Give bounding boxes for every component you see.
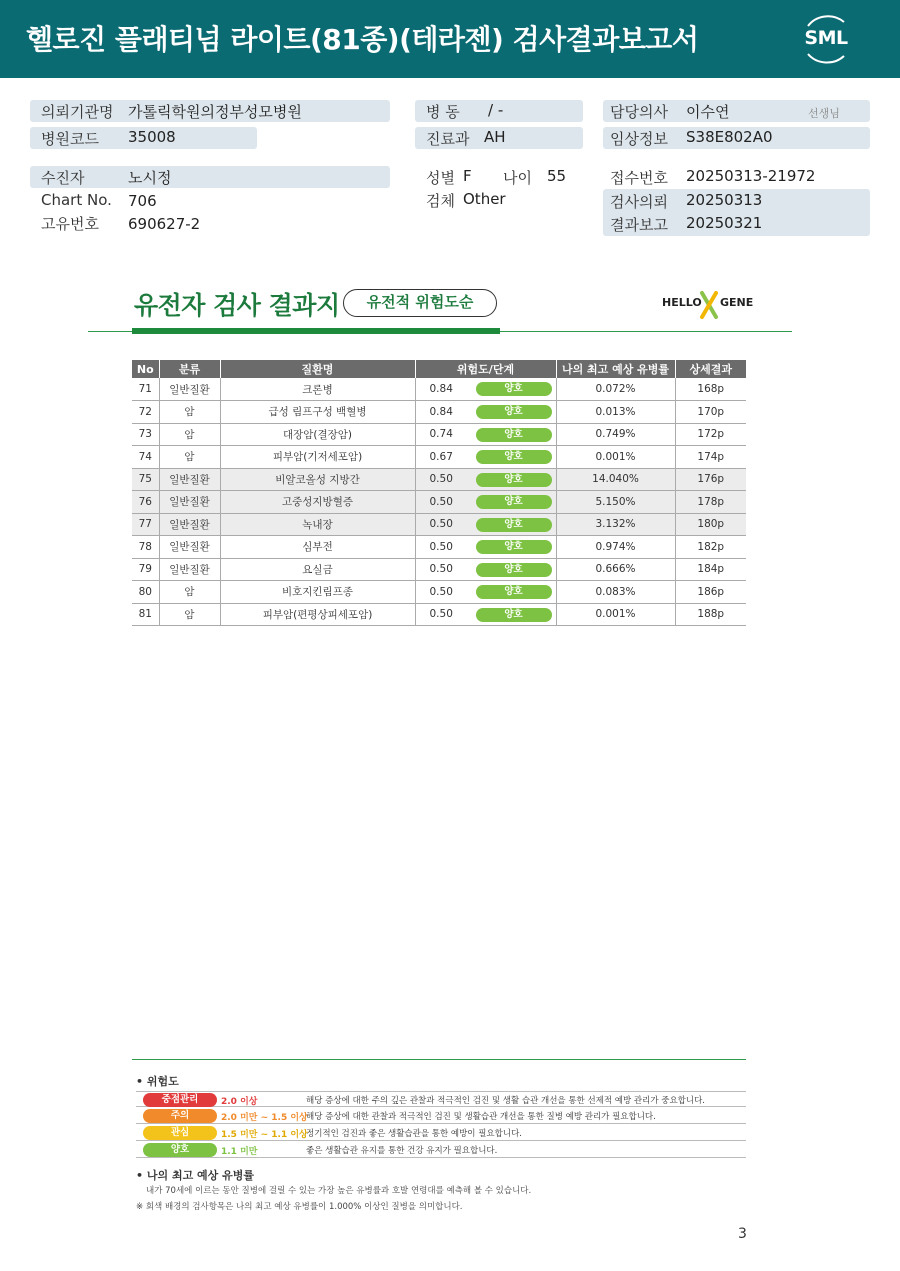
- page-number: 3: [738, 1226, 747, 1242]
- cell-disease: 피부암(편평상피세포암): [220, 603, 415, 626]
- risk-value: 0.50: [429, 608, 453, 621]
- cell-disease: 비호지킨림프종: [220, 581, 415, 604]
- sml-logo-text: SML: [804, 27, 848, 49]
- legend-range: 1.5 미만 ~ 1.1 이상: [221, 1130, 308, 1140]
- sort-badge: 유전적 위험도순: [343, 289, 497, 317]
- cell-detail: 184p: [675, 558, 746, 581]
- cell-detail: 182p: [675, 536, 746, 559]
- patient-value: 노시정: [128, 169, 172, 187]
- prevalence-legend-title: • 나의 최고 예상 유병률: [136, 1169, 254, 1182]
- doctor-suffix: 선생님: [808, 107, 840, 120]
- grade-badge: 양호: [476, 382, 552, 396]
- cell-category: 일반질환: [159, 468, 220, 491]
- cell-prevalence: 5.150%: [556, 491, 675, 514]
- id-value: 690627-2: [128, 215, 201, 233]
- section-divider-accent: [132, 328, 500, 334]
- cell-risk: [415, 513, 556, 536]
- section-title: 유전자 검사 결과지: [134, 291, 340, 320]
- cell-risk: [415, 446, 556, 469]
- org-label: 의뢰기관명: [41, 103, 114, 121]
- cell-risk: [415, 491, 556, 514]
- cell-risk: [415, 378, 556, 401]
- cell-category: 일반질환: [159, 513, 220, 536]
- cell-prevalence: 0.072%: [556, 378, 675, 401]
- dept-label: 진료과: [426, 130, 470, 148]
- legend-range: 2.0 미만 ~ 1.5 이상: [221, 1113, 308, 1123]
- cell-risk: [415, 603, 556, 626]
- age-label: 나이: [503, 169, 532, 187]
- hello-gene-logo-left: HELLO: [662, 296, 702, 309]
- legend-chip: 관심: [143, 1126, 217, 1140]
- cell-disease: 고중성지방혈증: [220, 491, 415, 514]
- table-row: [132, 378, 746, 401]
- report-header: [0, 0, 900, 78]
- table-row: [132, 423, 746, 446]
- cell-no: 71: [132, 378, 159, 401]
- header-category: 분류: [159, 360, 220, 378]
- cell-detail: 180p: [675, 513, 746, 536]
- risk-value: 0.50: [429, 473, 453, 486]
- cell-no: 78: [132, 536, 159, 559]
- grade-badge: 양호: [476, 428, 552, 442]
- report-label: 결과보고: [610, 216, 668, 234]
- hello-gene-logo: [662, 290, 762, 320]
- cell-disease: 피부암(기저세포암): [220, 446, 415, 469]
- cell-no: 76: [132, 491, 159, 514]
- grade-badge: 양호: [476, 473, 552, 487]
- cell-disease: 급성 림프구성 백혈병: [220, 401, 415, 424]
- specimen-label: 검체: [426, 192, 455, 210]
- cell-disease: 녹내장: [220, 513, 415, 536]
- cell-detail: 168p: [675, 378, 746, 401]
- cell-no: 73: [132, 423, 159, 446]
- cell-category: 암: [159, 423, 220, 446]
- legend-desc: 좋은 생활습관 유지를 통한 건강 유지가 필요합니다.: [306, 1146, 498, 1156]
- dept-value: AH: [484, 128, 506, 146]
- cell-detail: 186p: [675, 581, 746, 604]
- results-table: [132, 360, 746, 626]
- grade-badge: 양호: [476, 585, 552, 599]
- cell-risk: [415, 558, 556, 581]
- grade-badge: 양호: [476, 608, 552, 622]
- risk-value: 0.50: [429, 585, 453, 598]
- table-row: [132, 491, 746, 514]
- sml-logo: [798, 12, 854, 66]
- legend-row: [136, 1108, 746, 1124]
- cell-detail: 178p: [675, 491, 746, 514]
- report-value: 20250321: [686, 214, 763, 232]
- risk-legend-title: • 위험도: [136, 1075, 179, 1088]
- cell-category: 암: [159, 603, 220, 626]
- table-row: [132, 603, 746, 626]
- table-header-row: [132, 360, 746, 378]
- table-row: [132, 536, 746, 559]
- table-row: [132, 446, 746, 469]
- cell-detail: 188p: [675, 603, 746, 626]
- grade-badge: 양호: [476, 450, 552, 464]
- code-label: 병원코드: [41, 130, 99, 148]
- sex-value: F: [463, 167, 472, 185]
- doctor-label: 담당의사: [610, 103, 668, 121]
- sex-label: 성별: [426, 169, 455, 187]
- cell-no: 77: [132, 513, 159, 536]
- chart-label: Chart No.: [41, 191, 112, 209]
- chromosome-icon: [698, 290, 720, 320]
- cell-category: 일반질환: [159, 378, 220, 401]
- cell-prevalence: 0.974%: [556, 536, 675, 559]
- shading-note: ※ 회색 배경의 검사항목은 나의 최고 예상 유병률이 1.000% 이상인 질병을 의미합니다.: [136, 1202, 463, 1212]
- legend-range: 2.0 이상: [221, 1097, 258, 1107]
- specimen-value: Other: [463, 190, 506, 208]
- ward-value: / -: [488, 101, 504, 119]
- table-row: [132, 581, 746, 604]
- clinical-value: S38E802A0: [686, 128, 773, 146]
- cell-category: 일반질환: [159, 536, 220, 559]
- cell-risk: [415, 536, 556, 559]
- request-label: 검사의뢰: [610, 193, 668, 211]
- cell-disease: 대장암(결장암): [220, 423, 415, 446]
- clinical-label: 임상정보: [610, 130, 668, 148]
- legend-desc: 해당 증상에 대한 관찰과 적극적인 검진 및 생활습관 개선을 통한 질병 예방 관리가 필요합니다.: [306, 1112, 656, 1122]
- risk-value: 0.50: [429, 563, 453, 576]
- risk-value: 0.50: [429, 495, 453, 508]
- cell-risk: [415, 468, 556, 491]
- cell-category: 일반질환: [159, 558, 220, 581]
- risk-value: 0.84: [429, 405, 453, 418]
- cell-prevalence: 3.132%: [556, 513, 675, 536]
- grade-badge: 양호: [476, 518, 552, 532]
- grade-badge: 양호: [476, 540, 552, 554]
- cell-disease: 심부전: [220, 536, 415, 559]
- cell-category: 일반질환: [159, 491, 220, 514]
- cell-category: 암: [159, 446, 220, 469]
- cell-no: 72: [132, 401, 159, 424]
- cell-prevalence: 0.001%: [556, 446, 675, 469]
- cell-detail: 170p: [675, 401, 746, 424]
- receipt-value: 20250313-21972: [686, 167, 816, 185]
- grade-badge: 양호: [476, 495, 552, 509]
- risk-value: 0.50: [429, 540, 453, 553]
- cell-prevalence: 0.749%: [556, 423, 675, 446]
- cell-category: 암: [159, 581, 220, 604]
- table-row: [132, 558, 746, 581]
- cell-prevalence: 0.013%: [556, 401, 675, 424]
- legend-chip: 주의: [143, 1109, 217, 1123]
- age-value: 55: [547, 167, 567, 185]
- cell-prevalence: 14.040%: [556, 468, 675, 491]
- table-row: [132, 401, 746, 424]
- report-title: 헬로진 플래티넘 라이트(81종)(테라젠) 검사결과보고서: [26, 23, 699, 56]
- legend-chip: 양호: [143, 1143, 217, 1157]
- cell-detail: 172p: [675, 423, 746, 446]
- cell-no: 81: [132, 603, 159, 626]
- cell-prevalence: 0.083%: [556, 581, 675, 604]
- prevalence-legend-desc: 내가 70세에 이르는 동안 질병에 걸릴 수 있는 가장 높은 유병률과 호발 연령대를 예측해 볼 수 있습니다.: [146, 1186, 532, 1196]
- risk-value: 0.67: [429, 450, 453, 463]
- hello-gene-logo-right: GENE: [720, 296, 754, 309]
- request-value: 20250313: [686, 191, 763, 209]
- doctor-value: 이수연: [686, 103, 730, 121]
- cell-risk: [415, 581, 556, 604]
- cell-category: 암: [159, 401, 220, 424]
- cell-prevalence: 0.666%: [556, 558, 675, 581]
- cell-detail: 174p: [675, 446, 746, 469]
- cell-disease: 요실금: [220, 558, 415, 581]
- legend-desc: 해당 증상에 대한 주의 깊은 관찰과 적극적인 검진 및 생활 습관 개선을 통한 선제적 예방 관리가 중요합니다.: [306, 1096, 706, 1106]
- risk-value: 0.84: [429, 383, 453, 395]
- header-prevalence: 나의 최고 예상 유병률: [556, 360, 675, 378]
- grade-badge: 양호: [476, 563, 552, 577]
- legend-row: [136, 1091, 746, 1107]
- cell-no: 80: [132, 581, 159, 604]
- cell-risk: [415, 423, 556, 446]
- cell-risk: [415, 401, 556, 424]
- legend-row: [136, 1125, 746, 1141]
- grade-badge: 양호: [476, 405, 552, 419]
- code-value: 35008: [128, 128, 176, 146]
- receipt-label: 접수번호: [610, 169, 668, 187]
- header-disease: 질환명: [220, 360, 415, 378]
- legend-range: 1.1 미만: [221, 1147, 258, 1157]
- legend-row: [136, 1142, 746, 1158]
- cell-prevalence: 0.001%: [556, 603, 675, 626]
- cell-no: 74: [132, 446, 159, 469]
- id-label: 고유번호: [41, 215, 99, 233]
- chart-value: 706: [128, 192, 157, 210]
- ward-label: 병 동: [426, 103, 460, 121]
- legend-desc: 정기적인 검진과 좋은 생활습관을 통한 예방이 필요합니다.: [306, 1129, 522, 1139]
- patient-label: 수진자: [41, 169, 85, 187]
- legend-divider: [132, 1059, 746, 1060]
- cell-detail: 176p: [675, 468, 746, 491]
- table-row: [132, 513, 746, 536]
- risk-value: 0.74: [429, 428, 453, 441]
- org-value: 가톨릭학원의정부성모병원: [128, 103, 302, 121]
- cell-disease: 비알코올성 지방간: [220, 468, 415, 491]
- risk-value: 0.50: [429, 518, 453, 531]
- header-detail: 상세결과: [675, 360, 746, 378]
- cell-no: 75: [132, 468, 159, 491]
- cell-disease: 크론병: [220, 378, 415, 401]
- table-row: [132, 468, 746, 491]
- header-risk: 위험도/단계: [415, 360, 556, 378]
- header-no: No: [132, 360, 159, 378]
- cell-no: 79: [132, 558, 159, 581]
- legend-chip: 중점관리: [143, 1093, 217, 1107]
